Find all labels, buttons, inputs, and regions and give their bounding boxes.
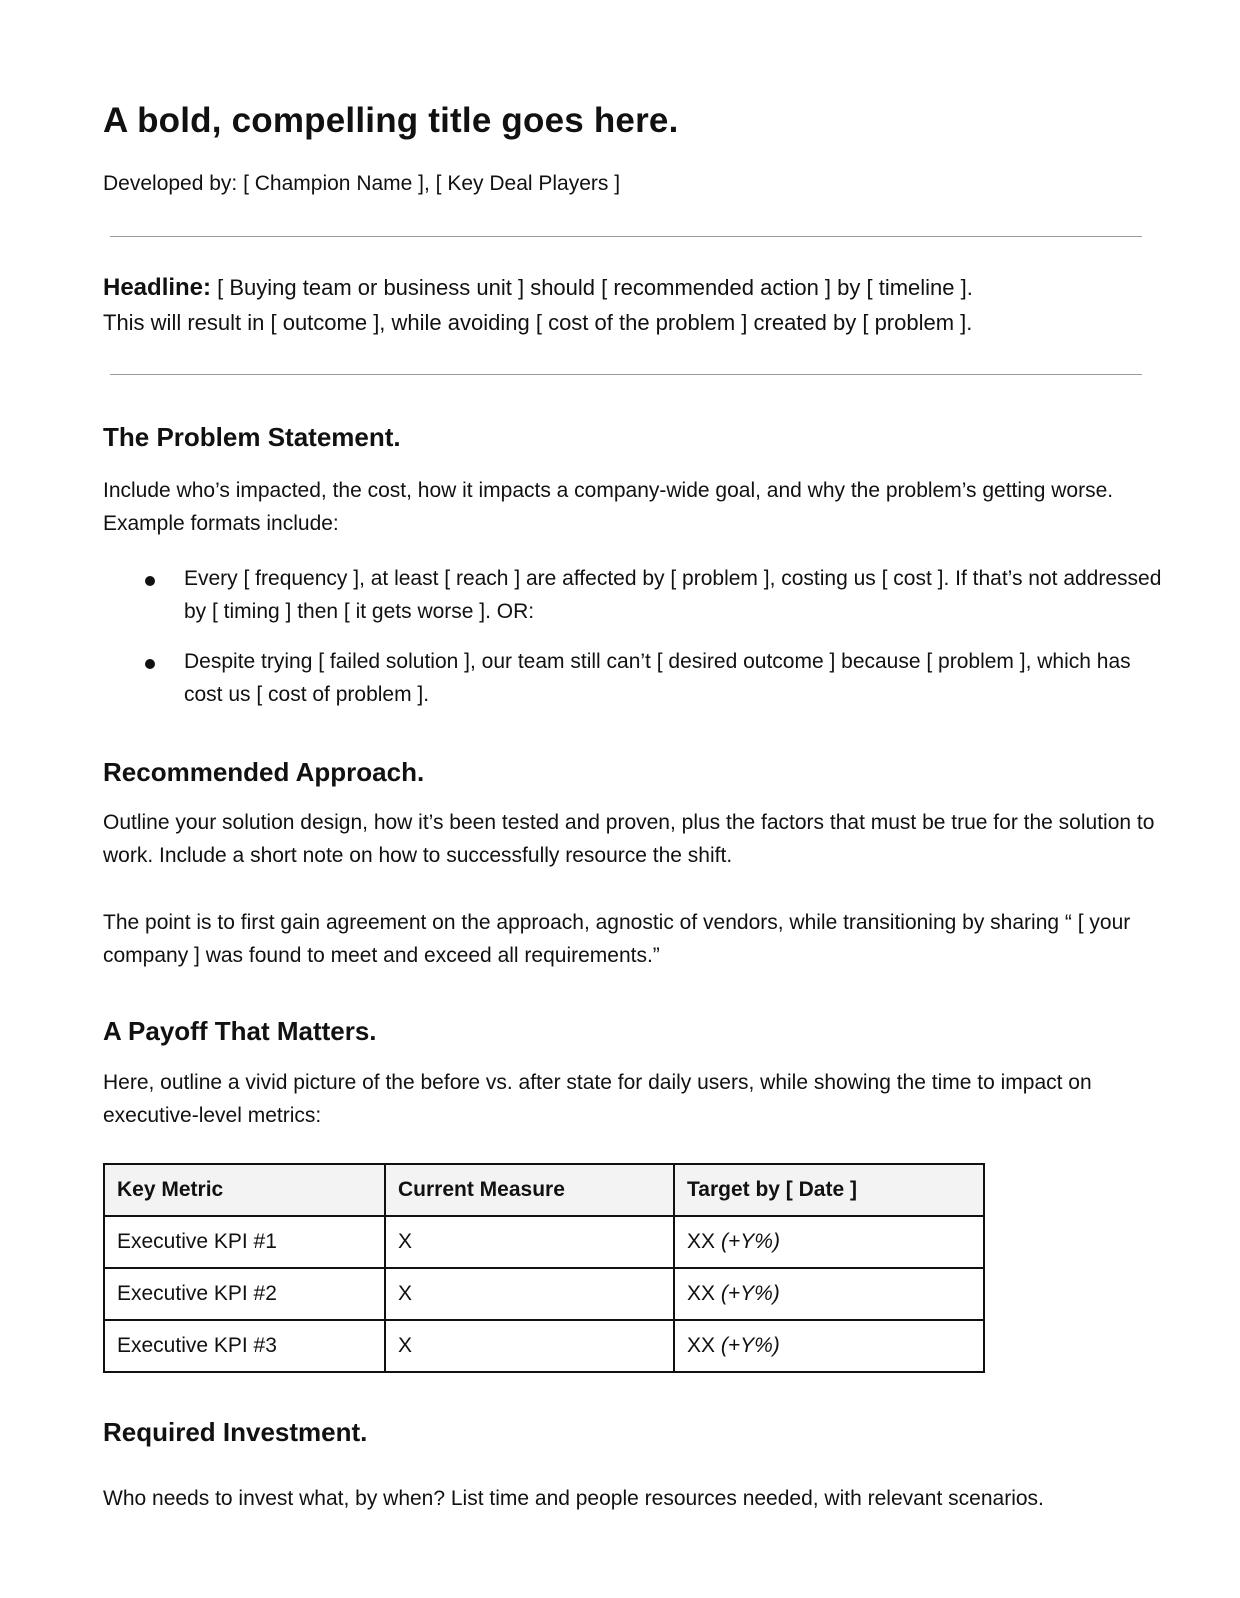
list-item-text: Despite trying [ failed solution ], our team still can’t [ desired outcome ] because [ problem ], which has cost us [ cost of problem ].: [184, 650, 1131, 706]
kpi-table: [103, 1163, 985, 1373]
headline-statement: [103, 270, 1163, 340]
divider-bottom: [110, 374, 1142, 375]
current-cell: X: [385, 1320, 674, 1372]
target-cell: [674, 1216, 984, 1268]
header-current-measure: Current Measure: [385, 1164, 674, 1216]
metric-cell: Executive KPI #1: [104, 1216, 385, 1268]
payoff-paragraph: Here, outline a vivid picture of the before vs. after state for daily users, while showing the time to impact on executive-level metrics:: [103, 1071, 1092, 1127]
metric-cell: Executive KPI #3: [104, 1320, 385, 1372]
bullet-icon: [145, 576, 155, 586]
headline-label: Headline:: [103, 274, 212, 301]
target-value: XX: [687, 1282, 716, 1305]
target-change: (+Y%): [720, 1334, 780, 1357]
target-cell: [674, 1320, 984, 1372]
current-cell: X: [385, 1268, 674, 1320]
table-row: [104, 1268, 984, 1320]
problem-heading: The Problem Statement.: [103, 422, 401, 452]
target-value: XX: [687, 1334, 716, 1357]
investment-heading: Required Investment.: [103, 1417, 368, 1447]
document-title: A bold, compelling title goes here.: [103, 101, 679, 140]
investment-paragraph: Who needs to invest what, by when? List time and people resources needed, with relevant scenarios.: [103, 1487, 1044, 1510]
divider-top: [110, 236, 1142, 237]
list-item: [145, 645, 1165, 711]
list-item: [145, 562, 1165, 628]
headline-line-1: [ Buying team or business unit ] should [ recommended action ] by [ timeline ].: [211, 275, 973, 300]
table-row: [104, 1320, 984, 1372]
table-row: [104, 1216, 984, 1268]
header-target: Target by [ Date ]: [674, 1164, 984, 1216]
approach-heading: Recommended Approach.: [103, 757, 425, 787]
table-header-row: [104, 1164, 984, 1216]
metric-cell: Executive KPI #2: [104, 1268, 385, 1320]
approach-paragraph-2: The point is to first gain agreement on the approach, agnostic of vendors, while transitioning by sharing “ [ your company ] was found to meet and exceed all requirements.”: [103, 911, 1131, 967]
target-change: (+Y%): [720, 1282, 780, 1305]
target-value: XX: [687, 1230, 716, 1253]
problem-intro: Include who’s impacted, the cost, how it impacts a company-wide goal, and why the problem’s getting worse. Example formats include:: [103, 479, 1114, 535]
target-change: (+Y%): [721, 1230, 780, 1253]
headline-line-2: This will result in [ outcome ], while avoiding [ cost of the problem ] created by [ problem ].: [103, 310, 973, 335]
payoff-heading: A Payoff That Matters.: [103, 1016, 377, 1046]
current-cell: X: [385, 1216, 674, 1268]
list-item-text: Every [ frequency ], at least [ reach ] are affected by [ problem ], costing us [ cost ]. If that’s not addressed by [ timing ] then [ it gets worse ]. OR:: [184, 567, 1162, 623]
developed-by-line: Developed by: [ Champion Name ], [ Key Deal Players ]: [103, 172, 621, 195]
bullet-icon: [145, 659, 155, 669]
header-key-metric: Key Metric: [104, 1164, 385, 1216]
target-cell: [674, 1268, 984, 1320]
problem-example-list: [145, 562, 1165, 711]
approach-paragraph-1: Outline your solution design, how it’s been tested and proven, plus the factors that must be true for the solution to work. Include a short note on how to successfully resource the shift.: [103, 811, 1155, 867]
